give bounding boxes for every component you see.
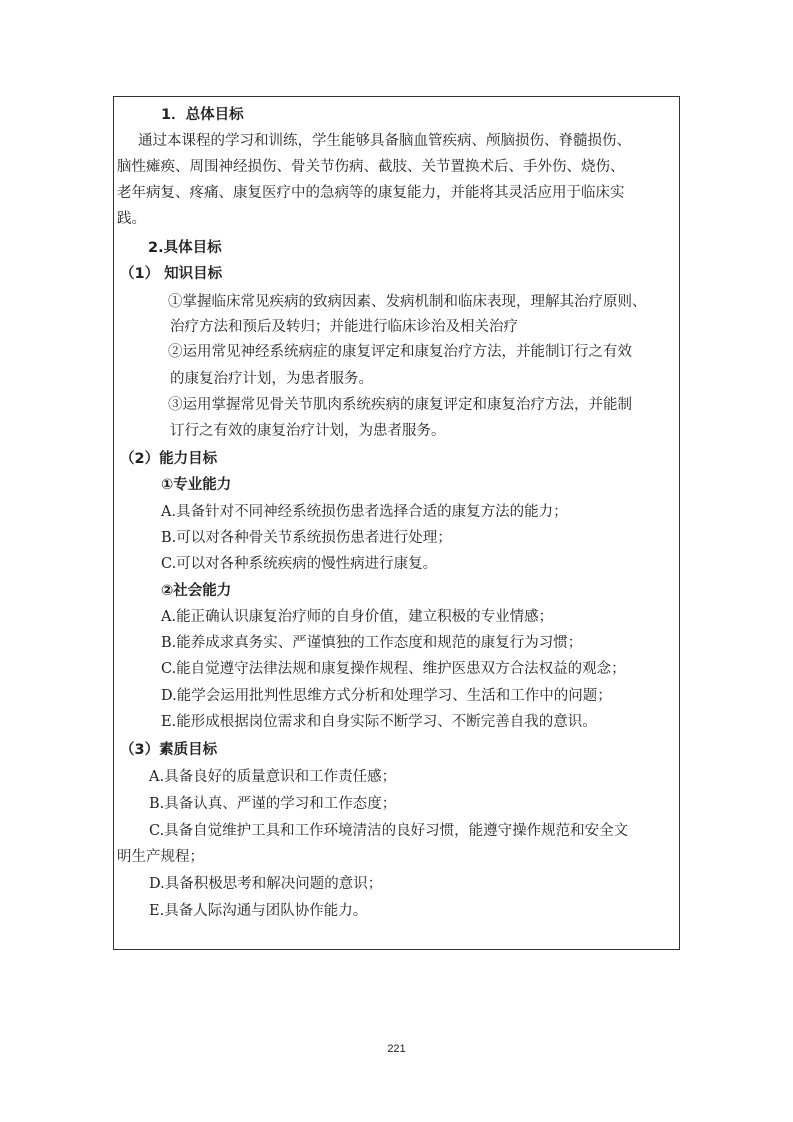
quality-goal-heading: （3）素质目标 [120,742,218,758]
quality-goal-item: 明生产规程； [117,849,204,865]
social-ability-item: D.能学会运用批判性思维方式分析和处理学习、生活和工作中的问题； [161,688,612,704]
overall-goal-line: 践。 [117,211,146,227]
knowledge-item-line: 治疗方法和预后及转归；并能进行临床诊治及相关治疗 [170,319,518,335]
overall-goal-line: 脑性瘫痪、周围神经损伤、骨关节伤病、截肢、关节置换术后、手外伤、烧伤、 [117,159,625,175]
quality-goal-item: B.具备认真、严谨的学习和工作态度； [149,796,397,812]
knowledge-item-line: ①掌握临床常见疾病的致病因素、发病机制和临床表现，理解其治疗原则、 [168,294,647,310]
specific-goal-heading: 2.具体目标 [148,240,222,256]
social-ability-item: A.能正确认识康复治疗师的自身价值，建立积极的专业情感； [161,609,554,625]
social-ability-heading: ②社会能力 [161,583,232,599]
content-frame [113,96,680,950]
overall-goal-line: 通过本课程的学习和训练，学生能够具备脑血管疾病、颅脑损伤、脊髓损伤、 [138,133,631,149]
social-ability-item: C.能自觉遵守法律法规和康复操作规程、维护医患双方合法权益的观念； [161,661,626,677]
knowledge-goal-heading: （1） 知识目标 [120,266,223,282]
professional-ability-item: B.可以对各种骨关节系统损伤患者进行处理； [161,530,452,546]
professional-ability-heading: ①专业能力 [161,477,232,493]
knowledge-item-line: ③运用掌握常见骨关节肌肉系统疾病的康复评定和康复治疗方法，并能制 [168,397,632,413]
social-ability-item: B.能养成求真务实、严谨慎独的工作态度和规范的康复行为习惯； [161,635,583,651]
quality-goal-item: D.具备积极思考和解决问题的意识； [149,876,383,892]
overall-goal-heading: 1．总体目标 [161,107,244,123]
page-number: 221 [387,1043,406,1055]
overall-goal-line: 老年病复、疼痛、康复医疗中的急病等的康复能力，并能将其灵活应用于临床实 [117,185,625,201]
ability-goal-heading: （2）能力目标 [120,451,218,467]
knowledge-item-line: ②运用常见神经系统病症的康复评定和康复治疗方法，并能制订行之有效 [168,344,632,360]
quality-goal-item: E.具备人际沟通与团队协作能力。 [149,903,368,919]
professional-ability-item: C.可以对各种系统疾病的慢性病进行康复。 [161,556,438,572]
social-ability-item: E.能形成根据岗位需求和自身实际不断学习、不断完善自我的意识。 [161,714,597,730]
knowledge-item-line: 订行之有效的康复治疗计划，为患者服务。 [170,423,446,439]
knowledge-item-line: 的康复治疗计划，为患者服务。 [170,371,373,387]
quality-goal-item: A.具备良好的质量意识和工作责任感； [149,769,397,785]
professional-ability-item: A.具备针对不同神经系统损伤患者选择合适的康复方法的能力； [161,504,568,520]
quality-goal-item: C.具备自觉维护工具和工作环境清洁的良好习惯，能遵守操作规范和安全文 [149,823,629,839]
